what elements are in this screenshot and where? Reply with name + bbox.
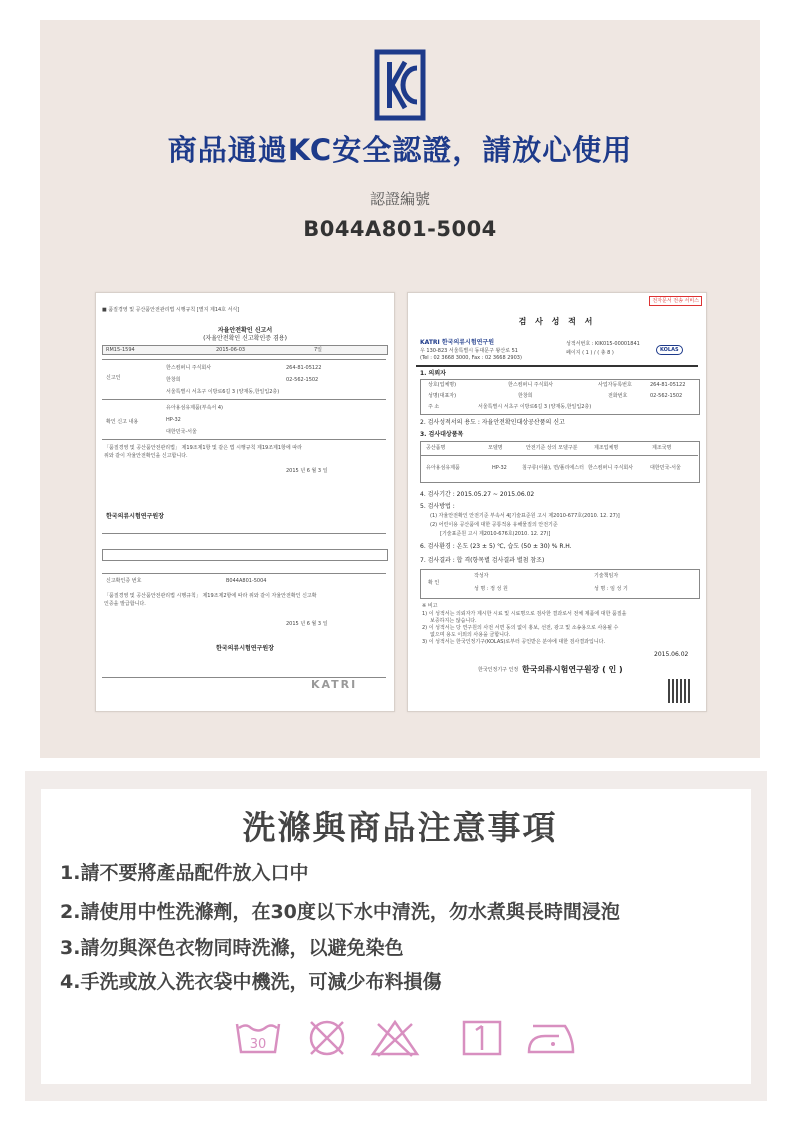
divider (102, 533, 386, 534)
org-address: 우 130-823 서울특별시 동대문구 왕산로 51 (420, 348, 518, 354)
section-1: 1. 의뢰자 (420, 370, 446, 377)
no-tumble-dry-icon (305, 1018, 349, 1058)
s1-bizno: 264-81-05122 (650, 382, 686, 388)
katri-watermark: KATRI (311, 678, 358, 691)
applicant-label: 신고인 (106, 375, 121, 381)
org-tel: (Tel : 02 3668 3000, Fax : 02 3668 2903) (420, 355, 522, 361)
note-1b: 보증하지는 않습니다. (430, 618, 477, 624)
label-company: 상호(업체명) (428, 382, 457, 388)
issuer: 한국의류시험연구원장 (216, 645, 274, 652)
applicant-address: 서울특별시 서초구 이방로6길 3 (양재동,한일입2층) (166, 389, 280, 395)
test-report-document (407, 292, 707, 712)
divider (102, 359, 386, 360)
divider (102, 439, 386, 440)
section-2: 2. 검사성적서의 용도 : 자율안전확인대상공산품의 신고 (420, 419, 565, 426)
method-1: (1) 자율안전확인 안전기준 부속서 4[기술표준원 고시 제2010-677호(2010. 12. 27)] (430, 513, 620, 519)
iron-low-icon (525, 1018, 577, 1058)
writer-label: 작성자 (474, 573, 489, 579)
confirmation-text-2: 인증을 발급합니다. (104, 601, 146, 607)
kolas-badge: KOLAS (656, 345, 683, 355)
product-origin: 대한민국-서울 (166, 429, 197, 435)
method-2: (2) 어린이용 공산품에 대한 공통적용 유해물질의 안전기준 (430, 522, 558, 528)
declaration-text-2: 위와 같이 자율안전확인을 신고합니다. (104, 453, 188, 459)
item-header-model: 모델명 (488, 445, 503, 451)
section-5: 5. 검사방법 : (420, 503, 455, 510)
product-name: 유아용섬유제품(부속서 4) (166, 405, 223, 411)
report-no-label: 신고확인증 번호 (106, 578, 142, 584)
section-6: 6. 검사환경 : 온도 (23 ± 5) ℃, 습도 (50 ± 30) % R.H. (420, 543, 572, 550)
item-header-class: 안전기준 상의 모델구분 (526, 445, 578, 451)
cert-number-label: 認證編號 (369, 190, 430, 208)
label-rep: 성명(대표자) (428, 393, 457, 399)
applicant-bizno: 264-81-05122 (286, 365, 322, 371)
page-number: 페이지 ( 1 ) / ( 총 8 ) (566, 350, 614, 356)
signature-table (420, 569, 700, 599)
applicant-company: 한스컴퍼니 주식회사 (166, 365, 212, 371)
receipt-date: 2015-06-03 (216, 347, 246, 353)
item-header-country: 제조국명 (652, 445, 672, 451)
product-section-label: 확인 신고 내용 (106, 419, 139, 425)
method-3: [기술표준원 고시 제2010-676호(2010. 12. 27)] (440, 531, 551, 537)
divider (416, 365, 698, 367)
divider (102, 399, 386, 400)
care-item-2: 2.請使用中性洗滌劑，在30度以下水中清洗，勿水煮與長時間浸泡 (60, 901, 620, 923)
line-dry-icon (460, 1018, 504, 1058)
org-name: KATRI 한국의류시험연구원 (420, 339, 495, 346)
signer-small: 한국인정기구 인정 (478, 667, 519, 673)
doc-subtitle: (자율안전확인 신고확인증 겸용) (203, 335, 287, 342)
item-header-maker: 제조업체명 (594, 445, 619, 451)
s1-rep: 한창희 (518, 393, 533, 399)
signer: 한국의류시험연구원장 (106, 513, 164, 520)
label-tel: 전화번호 (608, 393, 628, 399)
care-item-3: 3.請勿與深色衣物同時洗滌，以避免染色 (60, 937, 404, 959)
applicant-rep: 한창희 (166, 377, 181, 383)
section-7: 7. 검사결과 : 합 격(항목별 검사결과 별첨 참조) (420, 557, 545, 564)
note-1: 1) 이 성적서는 의뢰자가 제시한 시료 및 시료명으로 검사한 결과로서 전체 제품에 대한 품질을 (422, 611, 627, 617)
section-3: 3. 검사대상품목 (420, 431, 464, 438)
process-table (102, 549, 388, 561)
no-bleach-icon (370, 1018, 420, 1058)
item-cell-model: HP-32 (492, 465, 507, 471)
cert-number: B044A801-5004 (303, 217, 497, 241)
note-2b: 없으며 용도 이외의 사용을 금합니다. (430, 632, 511, 638)
declaration-date: 2015 년 6 월 3 일 (286, 468, 328, 474)
product-model: HP-32 (166, 417, 181, 423)
care-title: 洗滌與商品注意事項 (242, 808, 558, 847)
receipt-no: RM15-1594 (106, 347, 135, 353)
doc-form-header: ■ 품질경영 및 공산품안전관리법 시행규칙 [별지 제14호 서식] (102, 307, 240, 313)
declaration-text: 「품질경영 및 공산품안전관리법」 제19조제1항 및 같은 법 시행규칙 제19조제1항에 따라 (104, 445, 302, 451)
section-4: 4. 검사기간 : 2015.05.27 ~ 2015.06.02 (420, 491, 535, 498)
approver-label: 기술책임자 (594, 573, 619, 579)
label-bizno: 사업자등록번호 (598, 382, 632, 388)
item-cell-maker: 한스컴퍼니 주식회사 (588, 465, 634, 471)
report-no: B044A801-5004 (226, 578, 267, 584)
processing-period: 7일 (314, 347, 323, 353)
item-header-name: 공산품명 (426, 445, 446, 451)
report-title: 검 사 성 적 서 (518, 317, 596, 326)
care-item-1: 1.請不要將產品配件放入口中 (60, 862, 309, 884)
confirmation-text: 「품질경영 및 공산품안전관리법 시행규칙」 제19조제2항에 따라 위와 같이 자율안전확인 신고확 (104, 593, 317, 599)
wash-temp: 30 (249, 1037, 267, 1052)
s1-company: 한스컴퍼니 주식회사 (508, 382, 554, 388)
label-addr: 주 소 (428, 404, 440, 410)
confirmation-date: 2015 년 6 월 3 일 (286, 621, 328, 627)
applicant-phone: 02-562-1502 (286, 377, 319, 383)
item-cell-class: 침구류(이불), 면/폴리에스터 (522, 465, 584, 471)
confirm-label: 확 인 (428, 580, 440, 586)
item-cell-name: 유아용섬유제품 (426, 465, 460, 471)
s1-tel: 02-562-1502 (650, 393, 683, 399)
wash-30-icon (234, 1018, 282, 1058)
s1-addr: 서울특별시 서초구 이방로6길 3 (양재동,한일입2층) (478, 404, 592, 410)
writer-name: 성 명 : 정 성 원 (474, 586, 508, 592)
page-title: 商品通過KC安全認證，請放心使用 (167, 133, 633, 167)
approver-name: 성 명 : 임 성 기 (594, 586, 628, 592)
divider (102, 573, 386, 574)
note-3: 3) 이 성적서는 한국인정기구(KOLAS)로부터 공인받은 분야에 대한 검사결과입니다. (422, 639, 606, 645)
divider (420, 455, 698, 456)
item-cell-country: 대한민국-서울 (650, 465, 681, 471)
report-date: 2015.06.02 (654, 651, 689, 658)
signer: 한국의류시험연구원장 ( 인 ) (522, 665, 623, 674)
safety-declaration-document (95, 292, 395, 712)
note-2: 2) 이 성적서는 당 연구원의 사전 서면 동의 없이 홍보, 선전, 광고 및 소송용으로 사용될 수 (422, 625, 619, 631)
e-doc-badge: 전자문서 전송 서비스 (649, 296, 702, 306)
note-head: ※ 비고 (422, 603, 438, 609)
kc-mark-icon (373, 48, 427, 122)
doc-title: 자율안전확인 신고서 (217, 327, 273, 334)
report-no: 성적서번호 : KIK015-00001841 (566, 341, 640, 347)
care-item-4: 4.手洗或放入洗衣袋中機洗，可減少布料損傷 (60, 971, 442, 993)
qr-code-icon (668, 679, 692, 703)
